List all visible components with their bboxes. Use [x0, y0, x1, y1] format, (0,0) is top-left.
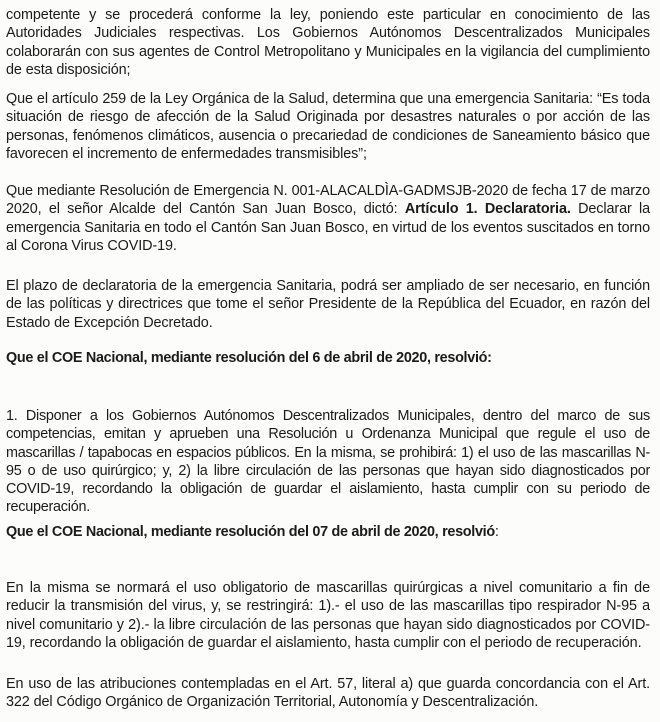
paragraph-atribuciones-art-57: En uso de las atribuciones contempladas en el Art. 57, literal a) que guarda concordancia con el Art. 322 del Código Orgánico de Organización Territorial, Autonomía y Descentralización. — [6, 676, 650, 711]
paragraph-disposicion-mascarillas: 1. Disponer a los Gobiernos Autónomos Descentralizados Municipales, dentro del marco de sus competencias, emitan y aprueben una Resolución u Ordenanza Municipal que regule el uso de mascarillas / tapabocas en espacios públicos. En la misma, se prohibirá: 1) el uso de las mascarillas N-95 o de uso quirúrgico; y, 2) la libre circulación de las personas que hayan sido diagnosticados por COVID-19, recordando la obligación de guardar el aislamiento, hasta cumplir con su periodo de recuperación. — [6, 408, 650, 516]
articulo-1-declaratoria: Artículo 1. Declaratoria. — [404, 201, 571, 218]
resolucion-text-start: Que mediante Resolución de Emergencia N. 001-ALACALDÌA-GADMSJB-2020 de fecha 17 de marzo 2020, el señor Alcalde del Cantón San Juan Bosco, dictó: — [6, 183, 650, 218]
paragraph-uso-obligatorio-mascarillas: En la misma se normará el uso obligatorio de mascarillas quirúrgicas a nivel comunitario a fin de reducir la transmisión del virus, y, se restringirá: 1).- el uso de las mascarillas tipo respirador N-95 a nivel comunitario y 2).- la libre circulación de las personas que hayan sido diagnosticados por COVID-19, recordando la obligación de guardar el aislamiento, hasta cumplir con el periodo de recuperación. — [6, 580, 650, 651]
heading-coe-6-abril: Que el COE Nacional, mediante resolución del 6 de abril de 2020, resolvió: — [6, 350, 492, 366]
paragraph-resolucion-emergencia — [6, 182, 650, 255]
paragraph-autoridades: competente y se procederá conforme la ley, poniendo este particular en conocimiento de las Autoridades Judiciales respectivas. Los Gobiernos Autónomos Descentralizados Municipales colaborarán con sus agentes de Control Metropolitano y Municipales en la vigilancia del cumplimiento de esta disposición; — [6, 7, 650, 78]
paragraph-plazo-declaratoria: El plazo de declaratoria de la emergencia Sanitaria, podrá ser ampliado de ser necesario, en función de las políticas y directrices que tome el señor Presidente de la República del Ecuador, en razón del Estado de Excepción Decretado. — [6, 278, 650, 331]
heading-coe-07-abril-text: Que el COE Nacional, mediante resolución del 07 de abril de 2020, resolvió — [6, 524, 495, 540]
heading-colon: : — [494, 524, 499, 540]
resolucion-text-end: Declarar la emergencia Sanitaria en todo el Cantón San Juan Bosco, en virtud de los eventos suscitados en torno al Corona Virus COVID-19. — [6, 201, 650, 254]
heading-coe-07-abril — [6, 523, 650, 541]
paragraph-articulo-259: Que el artículo 259 de la Ley Orgánica de la Salud, determina que una emergencia Sanitaria: “Es toda situación de riesgo de afección de la Salud Originada por desastres naturales o por acción de las personas, fenómenos climáticos, ausencia o precariedad de condiciones de Saneamiento básico que favorecen el incremento de enfermedades transmisibles”; — [6, 91, 650, 162]
